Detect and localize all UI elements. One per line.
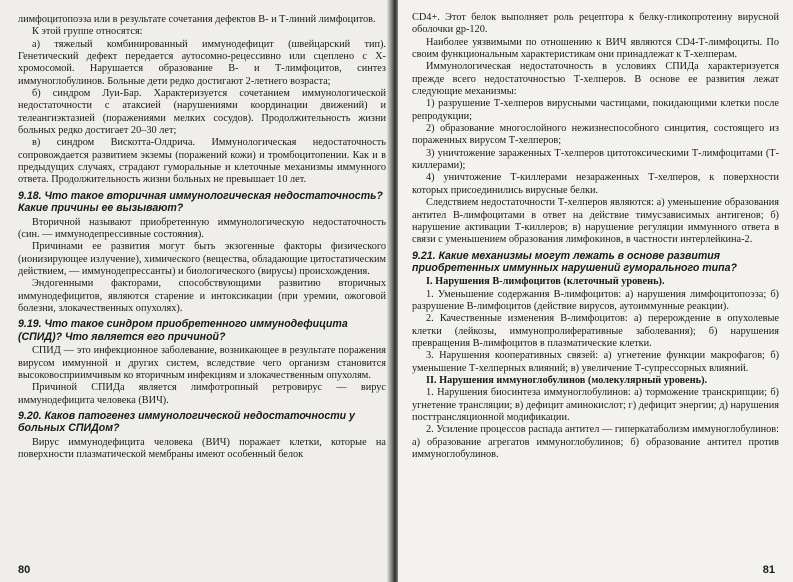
paragraph: Эндогенными факторами, способствующими развитию вторичных иммунодефицитов, являются старение и интоксикации (при уремии, ожоговой болезни, злокачественных опухолях). — [18, 278, 386, 315]
question-heading: 9.21. Какие механизмы могут лежать в основе развития приобретенных иммунных нарушений гуморального типа? — [412, 249, 737, 274]
paragraph: СПИД — это инфекционное заболевание, возникающее в результате поражения вирусом иммунной и других систем, вследствие чего организм становится высоковосприимчивым ко вторичным инфекциям и злокачественным опухолям. — [18, 345, 386, 381]
right-page — [398, 0, 793, 582]
paragraph: б) синдром Луи-Бар. Характеризуется сочетанием иммунологической недостаточности с атаксией (нарушениями координации движений) и телеангиэктазией (поражениями мелких сосудов). Продолжительность жизни больных редко достигает 20–30 лет; — [18, 88, 386, 137]
paragraph: 2. Качественные изменения В-лимфоцитов: а) перерождение в опухолевые клетки (лейкозы, иммунопролиферативные заболевания); б) нарушения превращения В-лимфоцитов в плазматические клетки. — [412, 313, 779, 350]
page-number: 81 — [762, 564, 775, 576]
paragraph: Наиболее уязвимыми по отношению к ВИЧ являются CD4-Т-лимфоциты. По своим функциональным характеристикам они принадлежат к Т-хелперам. — [412, 36, 779, 61]
paragraph: 1) разрушение Т-хелперов вирусными частицами, покидающими клетки после репродукции; — [412, 98, 779, 122]
question-heading: 9.19. Что такое синдром приобретенного иммунодефицита (СПИД)? Что является его причиной? — [18, 318, 348, 343]
page-number: 80 — [18, 564, 31, 576]
paragraph: Следствием недостаточности Т-хелперов являются: а) уменьшение образования антител В-лимфоцитами в ответ на действие тимусзависимых антигенов; б) нарушение активации Т-киллеров; в) нарушение регуляции иммунного ответа в связи с уменьшением образования лимфокинов, в частности интерлейкина-2. — [412, 197, 779, 246]
paragraph: CD4+. Этот белок выполняет роль рецептора к белку-гликопротеину вирусной оболочки gp-120. — [412, 12, 779, 36]
paragraph: 2. Усиление процессов распада антител — гиперкатаболизм иммуноглобулинов: а) образование агрегатов иммуноглобулинов; б) образование антител против иммуноглобулинов. — [412, 424, 779, 461]
section-heading: I. Нарушения В-лимфоцитов (клеточный уровень). — [426, 276, 665, 288]
paragraph: Вирус иммунодефицита человека (ВИЧ) поражает клетки, которые на поверхности плазматической мембраны имеют особенный белок — [18, 436, 386, 461]
paragraph: Иммунологическая недостаточность в условиях СПИДа характеризуется прежде всего недостаточностью Т-хелперов. В основе ее развития лежат следующие механизмы: — [412, 61, 779, 98]
paragraph: лимфоцитопоэза или в результате сочетания дефектов В- и Т-линий лимфоцитов. — [18, 14, 376, 25]
paragraph: Причиной СПИДа является лимфотропный ретровирус — вирус иммунодефицита человека (ВИЧ). — [18, 382, 386, 406]
question-heading: 9.20. Каков патогенез иммунологической недостаточности у больных СПИДом? — [18, 409, 355, 435]
paragraph: а) тяжелый комбинированный иммунодефицит (швейцарский тип). Генетический дефект передается аутосомно-рецессивно или сцеплено с Х-хромосомой. Нарушается образование В- и Т-лимфоцитов, синтез иммуноглобулинов. Больные дети редко достигают 2-летнего возраста; — [18, 38, 386, 87]
paragraph: К этой группе относятся: — [32, 26, 143, 38]
question-heading: 9.18. Что такое вторичная иммунологическая недостаточность? Какие причины ее вызывают? — [18, 189, 383, 215]
paragraph: Причинами ее развития могут быть экзогенные факторы физического (ионизирующее излучение), химического (вещества, обладающие цитостатическим действием, — иммунодепрессанты) и биологического (вирусы) происхождения. — [18, 241, 386, 277]
section-heading: II. Нарушения иммуноглобулинов (молекулярный уровень). — [426, 375, 708, 387]
paragraph: 3. Нарушения кооперативных связей: а) угнетение функции макрофагов; б) уменьшение Т-хелперных влияний; в) увеличение Т-супрессорных влияний. — [412, 350, 779, 374]
paragraph: 1. Нарушения биосинтеза иммуноглобулинов: а) торможение транскрипции; б) угнетение трансляции; в) дефицит аминокислот; г) дефицит энергии; д) нарушения посттрансляционной модификации. — [412, 387, 779, 424]
left-page — [0, 0, 392, 582]
paragraph: 4) уничтожение Т-киллерами незараженных Т-хелперов, к поверхности которых присоединились вирусные белки. — [412, 172, 779, 196]
paragraph: 3) уничтожение зараженных Т-хелперов цитотоксическими Т-лимфоцитами (Т-киллерами); — [412, 147, 779, 172]
paragraph: Вторичной называют приобретенную иммунологическую недостаточность (син. — иммунодепрессивные состояния). — [18, 216, 386, 240]
paragraph: 1. Уменьшение содержания В-лимфоцитов: а) нарушения лимфоцитопоэза; б) разрушение В-лимфоцитов (действие вирусов, аутоиммунные реакции). — [412, 288, 779, 313]
paragraph: в) синдром Вискотта-Олдрича. Иммунологическая недостаточность сопровождается развитием экземы (поражений кожи) и тромбоцитопении. Как и в предыдущих случаях, страдают гуморальные и клеточные механизмы иммунного ответа. Продолжительность жизни больных не превышает 10 лет. — [18, 137, 386, 186]
paragraph: 2) образование многослойного нежизнеспособного синцития, состоящего из пораженных вирусом Т-хелперов; — [412, 123, 779, 147]
